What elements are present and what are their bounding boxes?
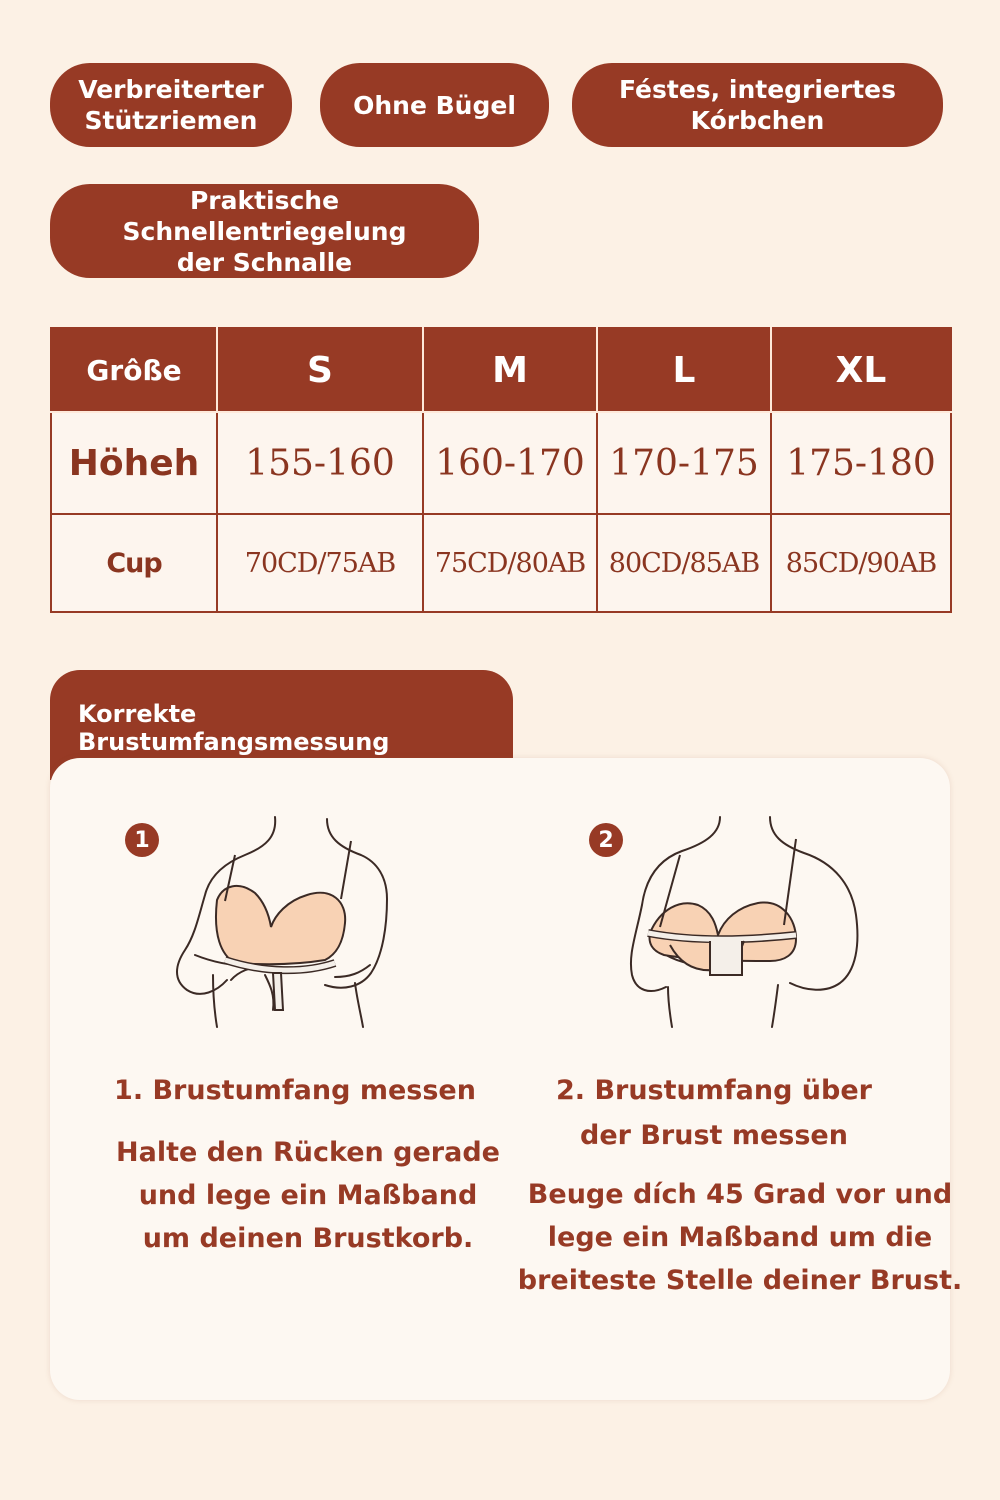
row-label-cup: Cup <box>51 514 217 612</box>
size-table <box>50 327 952 613</box>
table-cell: 80CD/85AB <box>597 514 771 612</box>
step-2-title: 2. Brustumfang über der Brust messen <box>556 1075 872 1151</box>
table-cell: 175-180 <box>771 412 951 514</box>
table-cell: 170-175 <box>597 412 771 514</box>
size-table-header-row <box>51 328 951 412</box>
step-2-illustration <box>620 815 875 1030</box>
table-cell: 155-160 <box>217 412 423 514</box>
table-cell: 70CD/75AB <box>217 514 423 612</box>
step-1-description: Halte den Rücken gerade und lege ein Maßband um deinen Brustkorb. <box>116 1137 500 1254</box>
step-2-description: Beuge dích 45 Grad vor und lege ein Maßband um die breiteste Stelle deiner Brust. <box>517 1179 963 1296</box>
feature-support-strap: Verbreiterter Stützriemen <box>50 63 292 147</box>
step-2-number-badge: 2 <box>589 823 623 857</box>
size-header-xl: XL <box>771 328 951 412</box>
feature-no-underwire: Ohne Bügel <box>320 63 549 147</box>
table-cell: 160-170 <box>423 412 597 514</box>
feature-quick-release-buckle: Praktische Schnellentriegelung der Schnalle <box>50 184 479 278</box>
size-header-l: L <box>597 328 771 412</box>
step-1-title: 1. Brustumfang messen <box>114 1075 476 1106</box>
measure-section-title: Korrekte Brustumfangsmessung <box>50 670 513 780</box>
feature-integrated-cups: Féstes, integriertes Kórbchen <box>572 63 943 147</box>
table-row-height <box>51 412 951 514</box>
step-1-illustration <box>165 815 405 1030</box>
step-1-number-badge: 1 <box>125 823 159 857</box>
row-label-height: Höheh <box>51 412 217 514</box>
size-header-label: Grôße <box>51 328 217 412</box>
size-header-m: M <box>423 328 597 412</box>
table-cell: 75CD/80AB <box>423 514 597 612</box>
size-header-s: S <box>217 328 423 412</box>
table-cell: 85CD/90AB <box>771 514 951 612</box>
table-row-cup <box>51 514 951 612</box>
